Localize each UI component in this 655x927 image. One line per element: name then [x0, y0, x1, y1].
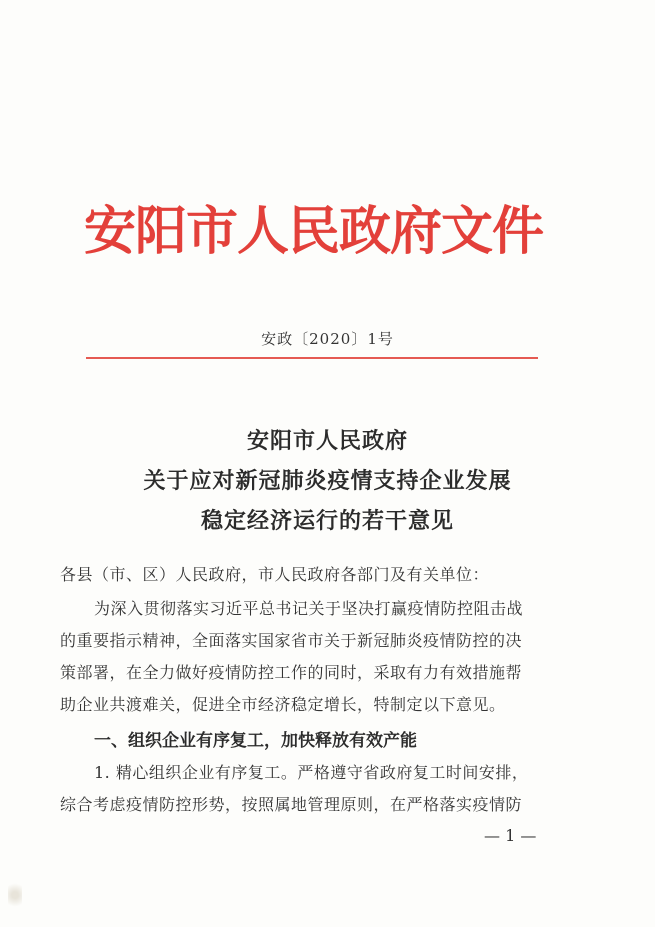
document-title-line-3: 稳定经济运行的若干意见 — [200, 509, 454, 534]
salutation: 各县（市、区）人民政府，市人民政府各部门及有关单位： — [60, 565, 490, 584]
body-paragraph-line: 的重要指示精神，全面落实国家省市关于新冠肺炎疫情防控的决 — [60, 631, 523, 650]
document-number: 安政〔2020〕1号 — [261, 330, 394, 348]
body-paragraph-line: 策部署，在全力做好疫情防控工作的同时，采取有力有效措施帮 — [60, 663, 523, 682]
body-paragraph-line: 综合考虑疫情防控形势，按照属地管理原则，在严格落实疫情防 — [60, 795, 523, 814]
document-masthead: 安阳市人民政府文件 — [84, 202, 544, 262]
document-title-line-1: 安阳市人民政府 — [246, 429, 408, 454]
body-paragraph-line: 助企业共渡难关，促进全市经济稳定增长，特制定以下意见。 — [60, 695, 506, 714]
red-separator-line — [86, 357, 538, 359]
page-number: — 1 — — [484, 826, 537, 845]
body-paragraph-line: 为深入贯彻落实习近平总书记关于坚决打赢疫情防控阻击战 — [94, 599, 524, 618]
document-title-line-2: 关于应对新冠肺炎疫情支持企业发展 — [143, 469, 512, 494]
scan-artifact — [8, 880, 22, 910]
section-heading: 一、组织企业有序复工，加快释放有效产能 — [94, 731, 417, 751]
body-paragraph-line: 1. 精心组织企业有序复工。严格遵守省政府复工时间安排， — [94, 763, 529, 782]
